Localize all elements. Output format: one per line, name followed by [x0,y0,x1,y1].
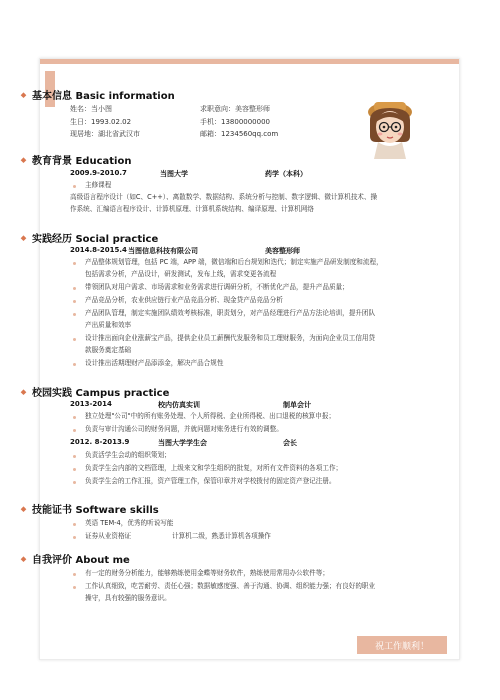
section-title-campus: 校园实践 Campus practice [32,388,170,399]
practice-line: 产品团队管理，制定实施团队绩效考核标准，职责划分，对产品经理进行产品方法论培训，提升团队 [85,309,376,317]
campus-line: 负责学生会的工作汇报，资产管理工作，保管印章并对学校拨付的固定资产登记注册。 [85,477,336,485]
practice-line: 带领团队对用户需求、市场需求和业务需求进行调研分析，不断优化产品，提升产品质量； [85,283,349,291]
campus-line: 独立处理"公司"中的所有账务处理、个人所得税、企业所得税、出口退税的核算申报； [85,412,336,420]
bullet-icon [73,185,76,188]
diamond-icon [19,387,29,397]
section-title-skills: 技能证书 Software skills [32,505,159,516]
campus-line: 负责学生会内部的文档管理，上级来文和学生组织的批复，对所有文件资料的各项工作； [85,464,343,472]
course-line: 作系统、汇编语言程序设计、计算机原理、计算机系统结构、编译原理、计算机网络 [70,205,314,213]
section-title-basic: 基本信息 Basic information [32,91,175,102]
practice-line: 产品整体规划管理，包括 PC 端，APP 端，微信端和后台规划和迭代；制定实施产品研发制度和流程， [85,258,383,266]
edu-period: 2009.9-2010.7 [70,169,127,177]
campus-period: 2012. 8-2013.9 [70,438,130,446]
diamond-icon [19,504,29,514]
diamond-icon [19,155,29,165]
bullet-icon [73,338,76,341]
bullet-icon [73,455,76,458]
intent-field: 求职意向：美容整形师 [200,105,270,113]
practice-line: 包括需求分析，产品设计，研发测试，发布上线，需求变更各流程 [85,270,277,278]
about-line: 有一定的财务分析能力，能够熟练使用金蝶等财务软件，熟练使用常用办公软件等； [85,569,329,577]
edu-major: 药学（本科） [265,170,307,178]
section-title-about: 自我评价 About me [32,555,130,566]
bullet-icon [73,416,76,419]
campus-role: 会长 [283,439,297,447]
diamond-icon [19,233,29,243]
course-line: 高级语言程序设计（如C、C++）、离散数学、数据结构、系统分析与控制、数字逻辑、微计算机技术、操 [70,193,378,201]
diamond-icon [19,554,29,564]
bullet-icon [73,573,76,576]
practice-line: 款服务奠定基础 [85,346,132,354]
practice-line: 产出质量和效率 [85,321,132,329]
course-title: 主修课程 [85,181,112,189]
bullet-icon [73,313,76,316]
campus-period: 2013-2014 [70,400,112,408]
practice-role: 美容整形师 [265,247,300,255]
practice-line: 设计推出活期理财产品添添金，解决产品合规性 [85,359,224,367]
campus-org: 校内仿真实训 [158,401,200,409]
about-line: 工作认真细致，吃苦耐劳、责任心强；数据敏感度强、善于沟通、协调、组织能力强；有良好的职业 [85,582,376,590]
edu-school: 当图大学 [160,170,188,178]
section-title-practice: 实践经历 Social practice [32,234,159,245]
location-field: 现居地：湖北省武汉市 [70,130,140,138]
avatar [360,94,420,159]
diamond-icon [19,90,29,100]
campus-org: 当图大学学生会 [158,439,207,447]
bullet-icon [73,586,76,589]
campus-line: 负责活学生会动的组织策划； [85,451,171,459]
about-line: 操守，具有较强的服务意识。 [85,594,171,602]
practice-company: 当图信息科技有限公司 [128,247,198,255]
practice-period: 2014.8-2015.4 [70,246,127,254]
campus-role: 制单会计 [283,401,311,409]
bullet-icon [73,536,76,539]
section-title-education: 教育背景 Education [32,156,132,167]
bullet-icon [73,300,76,303]
bullet-icon [73,262,76,265]
skills-line: 计算机二级，熟悉计算机各项操作 [172,532,271,540]
bullet-icon [73,468,76,471]
bullet-icon [73,481,76,484]
skills-line: 证券从业资格证 [85,532,132,540]
phone-field: 手机：13800000000 [200,118,270,126]
practice-line: 设计推出面向企业涨薪宝产品，提供企业员工薪酬代发服务和员工理财服务，为面向企业员工信用贷 [85,334,376,342]
campus-line: 负责与审计沟通公司的财务问题，并就问题对账务进行有效的调整。 [85,425,283,433]
bullet-icon [73,363,76,366]
bullet-icon [73,429,76,432]
bullet-icon [73,523,76,526]
birth-field: 生日：1993.02.02 [70,118,132,126]
name-field: 姓名：当小图 [70,105,112,113]
bullet-icon [73,287,76,290]
footer-badge: 祝工作顺利！ [357,636,447,654]
email-field: 邮箱：1234560qq.com [200,130,279,138]
practice-line: 产品竞品分析，农业供应链行业产品竞品分析、现金贷产品竞品分析 [85,296,283,304]
top-accent-bar [40,59,459,64]
skills-line: 英语 TEM-4，优秀的听说写能 [85,519,174,527]
